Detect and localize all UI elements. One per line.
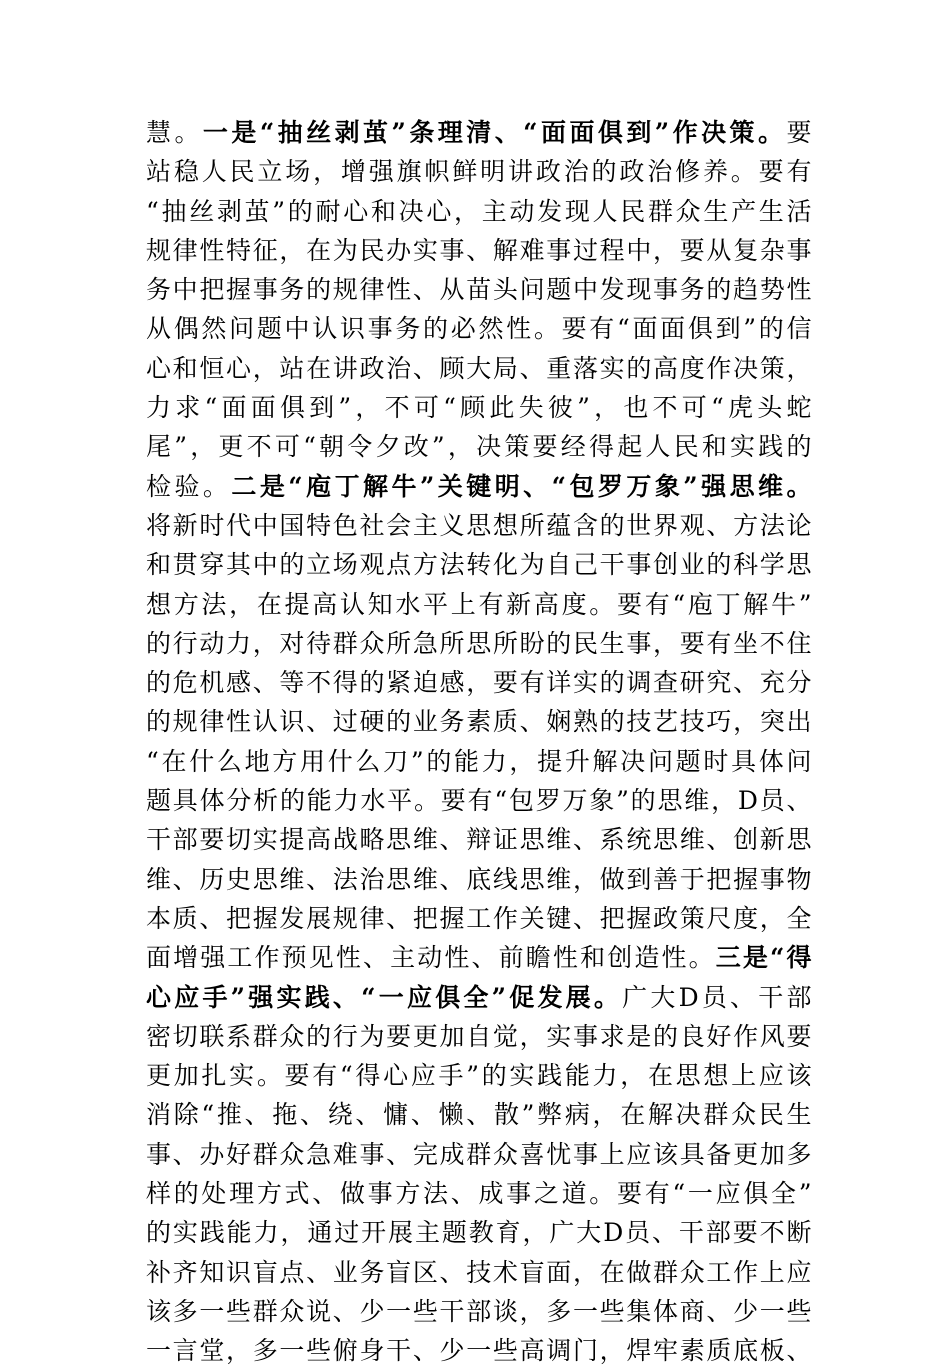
text-line	[146, 899, 812, 938]
body-text-run: 和贯穿其中的立场观点方法转化为自己干事创业的科学思	[146, 550, 812, 580]
text-line	[146, 270, 812, 309]
body-text-run: 更加扎实。要有“得心应手”的实践能力，在思想上应该	[146, 1061, 812, 1091]
body-text-run: 一言堂，多一些俯身干、少一些高调门，焊牢素质底板、	[146, 1336, 812, 1366]
body-text-run: 题具体分析的能力水平。要有“包罗万象”的思维，D员、	[146, 786, 812, 816]
text-line	[146, 1331, 812, 1370]
body-text-run: 广大D员、干部	[622, 982, 812, 1012]
body-text	[146, 113, 812, 1371]
body-text-run: 事、办好群众急难事、完成群众喜忧事上应该具备更加多	[146, 1139, 812, 1169]
body-text-run: 将新时代中国特色社会主义思想所蕴含的世界观、方法论	[146, 510, 812, 540]
body-text-run: 尾”，更不可“朝令夕改”，决策要经得起人民和实践的	[146, 432, 812, 462]
body-text-run: 务中把握事务的规律性、从苗头问题中发现事务的趋势性	[146, 275, 812, 305]
body-text-run: 补齐知识盲点、业务盲区、技术盲面，在做群众工作上应	[146, 1257, 812, 1287]
text-line	[146, 349, 812, 388]
bold-heading-text: 一是“抽丝剥茧”条理清、“面面俱到”作决策。	[202, 118, 787, 147]
bold-heading-text: 三是“得	[715, 943, 812, 973]
text-line	[146, 742, 812, 781]
body-text-run: 维、历史思维、法治思维、底线思维，做到善于把握事物	[146, 864, 812, 894]
body-text-run: 站稳人民立场，增强旗帜鲜明讲政治的政治修养。要有	[146, 157, 812, 187]
text-line	[146, 152, 812, 191]
body-text-run: 密切联系群众的行为要更加自觉，实事求是的良好作风要	[146, 1021, 812, 1051]
text-line	[146, 309, 812, 348]
text-line	[146, 1135, 812, 1174]
body-text-run: 样的处理方式、做事方法、成事之道。要有“一应俱全”	[146, 1179, 812, 1209]
text-line	[146, 781, 812, 820]
text-line	[146, 231, 812, 270]
text-line	[146, 1017, 812, 1056]
body-text-run: 心和恒心，站在讲政治、顾大局、重落实的高度作决策，	[146, 353, 812, 383]
body-text-run: 的实践能力，通过开展主题教育，广大D员、干部要不断	[146, 1218, 812, 1248]
body-text-run: 的危机感、等不得的紧迫感，要有详实的调查研究、充分	[146, 668, 812, 698]
body-text-run: 的规律性认识、过硬的业务素质、娴熟的技艺技巧，突出	[146, 707, 812, 737]
text-line	[146, 1174, 812, 1213]
text-line	[146, 938, 812, 977]
body-text-run: 从偶然问题中认识事务的必然性。要有“面面俱到”的信	[146, 314, 812, 344]
body-text-run: 本质、把握发展规律、把握工作关键、把握政策尺度，全	[146, 903, 812, 933]
body-text-run: 想方法，在提高认知水平上有新高度。要有“庖丁解牛”	[146, 589, 812, 619]
text-line	[146, 1292, 812, 1331]
body-text-run: 慧。	[146, 118, 203, 147]
body-text-run: 的行动力，对待群众所急所思所盼的民生事，要有坐不住	[146, 628, 812, 658]
body-text-run: 该多一些群众说、少一些干部谈，多一些集体商、少一些	[146, 1296, 812, 1326]
body-text-run: 力求“面面俱到”，不可“顾此失彼”，也不可“虎头蛇	[146, 393, 812, 423]
text-line	[146, 388, 812, 427]
text-line	[146, 427, 812, 466]
text-line	[146, 467, 812, 506]
bold-heading-text: 心应手”强实践、“一应俱全”促发展。	[146, 982, 623, 1012]
text-line	[146, 702, 812, 741]
text-line	[146, 1253, 812, 1292]
body-text-run: 消除“推、拖、绕、慵、懒、散”弊病，在解决群众民生	[146, 1100, 812, 1130]
text-line	[146, 1095, 812, 1134]
body-text-run: 要	[786, 118, 812, 147]
text-line	[146, 624, 812, 663]
text-line	[146, 192, 812, 231]
bold-heading-text: 二是“庖丁解牛”关键明、“包罗万象”强思维。	[231, 471, 812, 501]
text-line	[146, 978, 812, 1017]
text-line	[146, 113, 812, 152]
text-line	[146, 585, 812, 624]
text-line	[146, 663, 812, 702]
text-line	[146, 820, 812, 859]
body-text-run: 检验。	[146, 471, 232, 501]
text-line	[146, 1213, 812, 1252]
body-text-run: “抽丝剥茧”的耐心和决心，主动发现人民群众生产生活	[146, 196, 812, 226]
body-text-run: “在什么地方用什么刀”的能力，提升解决问题时具体问	[146, 746, 812, 776]
body-text-run: 面增强工作预见性、主动性、前瞻性和创造性。	[146, 943, 716, 973]
text-line	[146, 860, 812, 899]
text-line	[146, 545, 812, 584]
body-text-run: 干部要切实提高战略思维、辩证思维、系统思维、创新思	[146, 825, 812, 855]
text-line	[146, 506, 812, 545]
body-text-run: 规律性特征，在为民办实事、解难事过程中，要从复杂事	[146, 235, 812, 265]
text-line	[146, 1056, 812, 1095]
